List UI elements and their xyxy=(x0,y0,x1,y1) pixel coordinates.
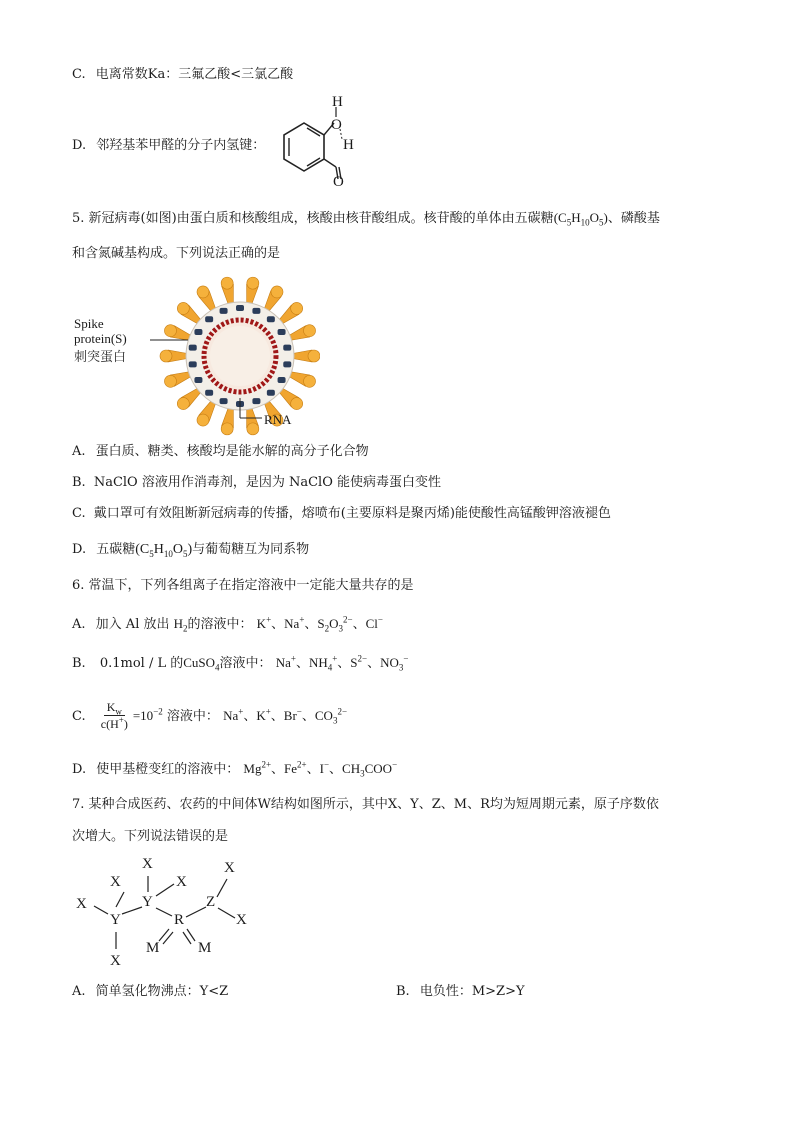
option-prefix: C. xyxy=(72,709,86,724)
q6-option-a xyxy=(72,615,383,634)
atom-o: O xyxy=(331,117,342,133)
membrane-protein xyxy=(283,361,291,367)
atom-x: X xyxy=(236,912,247,928)
salicylaldehyde-structure xyxy=(270,95,370,195)
atom-m: M xyxy=(198,940,212,956)
coronavirus-figure xyxy=(140,272,320,444)
option-prefix: D. xyxy=(72,762,87,777)
spike-cap xyxy=(164,375,176,387)
option-prefix: B. xyxy=(72,656,86,671)
membrane-protein xyxy=(189,361,197,367)
spike-cap xyxy=(164,325,176,337)
membrane-protein xyxy=(252,308,260,314)
q5-option-b xyxy=(72,474,441,492)
membrane-protein xyxy=(194,329,202,335)
membrane-protein xyxy=(194,377,202,383)
q5-stem-line2: 和含氮碱基构成。下列说法正确的是 xyxy=(72,246,281,261)
option-prefix: D. xyxy=(72,138,87,153)
option-prefix: C. xyxy=(72,67,86,82)
atom-x: X xyxy=(176,874,187,890)
spike-cap xyxy=(221,277,233,289)
atom-r: R xyxy=(174,912,185,928)
atom-x: X xyxy=(110,874,121,890)
fraction xyxy=(98,700,131,733)
option-prefix: C. xyxy=(72,506,86,521)
membrane-protein xyxy=(278,329,286,335)
membrane-protein xyxy=(205,316,213,322)
spike-cap xyxy=(271,286,283,298)
option-prefix: B. xyxy=(396,984,410,999)
option-prefix: D. xyxy=(72,542,87,557)
option-text: 邻羟基苯甲醛的分子内氢键： xyxy=(96,138,266,153)
spike-cap xyxy=(197,414,209,426)
q4-option-d xyxy=(72,137,265,155)
stem-text: 5. 新冠病毒(如图)由蛋白质和核酸组成，核酸由核苷酸组成。核苷酸的单体由五碳糖 xyxy=(72,211,554,226)
ion-list: K+、Na+、$S_2O_3^{2-}$、Cl− xyxy=(256,614,383,634)
spike-cap xyxy=(197,286,209,298)
option-prefix: A. xyxy=(72,984,86,999)
q6-option-d xyxy=(72,760,397,779)
option-text: 溶液中： xyxy=(166,709,219,724)
membrane-protein xyxy=(278,377,286,383)
ion-list: $Mg^{2+}$、$Fe^{2+}$、I−、$CH_3COO^-$ xyxy=(243,759,398,779)
membrane-protein xyxy=(236,305,244,311)
atom-x: X xyxy=(142,856,153,872)
spike-cap xyxy=(304,325,316,337)
formula: CuSO$_4$ xyxy=(183,655,220,673)
atom-x: X xyxy=(110,953,121,969)
q7-stem-line2: 次增大。下列说法错误的是 xyxy=(72,829,229,844)
formula: $(C_5H_{10}O_5)$ xyxy=(553,210,608,228)
option-text: 戴口罩可有效阻断新冠病毒的传播，熔喷布(主要原料是聚丙烯)能使酸性高锰酸钾溶液褪色 xyxy=(93,506,611,521)
q5-option-a xyxy=(72,443,369,461)
option-prefix: A. xyxy=(72,444,86,459)
spike-cap xyxy=(221,423,233,435)
fraction-denominator: c(H+) xyxy=(100,715,128,731)
option-text: 电负性：M>Z>Y xyxy=(419,984,525,999)
option-text: 使甲基橙变红的溶液中： xyxy=(96,762,240,777)
option-text: 0.1mol / L 的 xyxy=(99,656,184,671)
atom-z: Z xyxy=(206,894,216,910)
stem-text: 、磷酸基 xyxy=(607,211,660,226)
option-prefix: B. xyxy=(72,475,86,490)
spike-cap xyxy=(177,302,189,314)
formula: $=10^{-2}$ xyxy=(132,706,163,723)
atom-o: O xyxy=(333,174,344,190)
spike-cap xyxy=(247,277,259,289)
option-text: 简单氢化物沸点：Y<Z xyxy=(95,984,229,999)
q6-option-c xyxy=(72,696,347,737)
option-text: 电离常数Ka：三氟乙酸<三氯乙酸 xyxy=(95,67,294,82)
fraction-numerator: $K_w$ xyxy=(104,700,125,716)
membrane-protein xyxy=(189,345,197,351)
membrane-protein xyxy=(220,308,228,314)
spike-cap xyxy=(247,423,259,435)
ion-list: Na+、$NH_4^+$、$S^{2-}$、$NO_3^-$ xyxy=(275,653,409,673)
spike-cap xyxy=(177,398,189,410)
membrane-protein xyxy=(267,390,275,396)
q4-option-c xyxy=(72,66,293,84)
spike-cap xyxy=(308,350,320,362)
option-text: 的溶液中： xyxy=(187,617,253,632)
option-text: 五碳糖 xyxy=(96,542,136,557)
atom-x: X xyxy=(76,896,87,912)
ion-list: Na+、K+、Br−、$CO_3^{2-}$ xyxy=(223,706,348,726)
option-text: 与葡萄糖互为同系物 xyxy=(192,542,310,557)
membrane-protein xyxy=(252,398,260,404)
atom-h: H xyxy=(343,137,354,153)
atom-y: Y xyxy=(110,912,121,928)
spike-label-cn: 刺突蛋白 xyxy=(74,350,127,365)
option-text: 溶液中： xyxy=(219,656,272,671)
option-text: 加入 Al 放出 xyxy=(95,617,170,632)
atom-y: Y xyxy=(142,894,153,910)
spike-cap xyxy=(291,302,303,314)
atom-m: M xyxy=(146,940,160,956)
rna-label: RNA xyxy=(264,412,292,427)
atom-x: X xyxy=(224,860,235,876)
atom-h: H xyxy=(332,94,343,110)
membrane-protein xyxy=(283,345,291,351)
q5-stem-line1 xyxy=(72,209,660,228)
membrane-protein xyxy=(205,390,213,396)
spike-label: Spike xyxy=(74,316,104,331)
option-text: 蛋白质、糖类、核酸均是能水解的高分子化合物 xyxy=(95,444,369,459)
membrane-protein xyxy=(267,316,275,322)
spike-cap xyxy=(160,350,172,362)
spike-cap xyxy=(291,398,303,410)
membrane-protein xyxy=(220,398,228,404)
q6-stem: 6. 常温下，下列各组离子在指定溶液中一定能大量共存的是 xyxy=(72,578,414,593)
spike-label: protein(S) xyxy=(74,331,127,346)
q7-stem-line1: 7. 某种合成医药、农药的中间体W结构如图所示，其中X、Y、Z、M、R均为短周期元素，原子序数依 xyxy=(72,797,659,812)
option-text: NaClO 溶液用作消毒剂，是因为 NaClO 能使病毒蛋白变性 xyxy=(93,475,442,490)
formula: $H_2$ xyxy=(173,616,188,634)
q5-option-c xyxy=(72,505,611,523)
spike-cap xyxy=(304,375,316,387)
q7-option-a xyxy=(72,983,228,1001)
q6-option-b xyxy=(72,654,408,673)
q7-option-b xyxy=(396,983,525,1001)
option-prefix: A. xyxy=(72,617,86,632)
q5-option-d xyxy=(72,541,309,559)
formula: $(C_5H_{10}O_5)$ xyxy=(135,542,193,559)
